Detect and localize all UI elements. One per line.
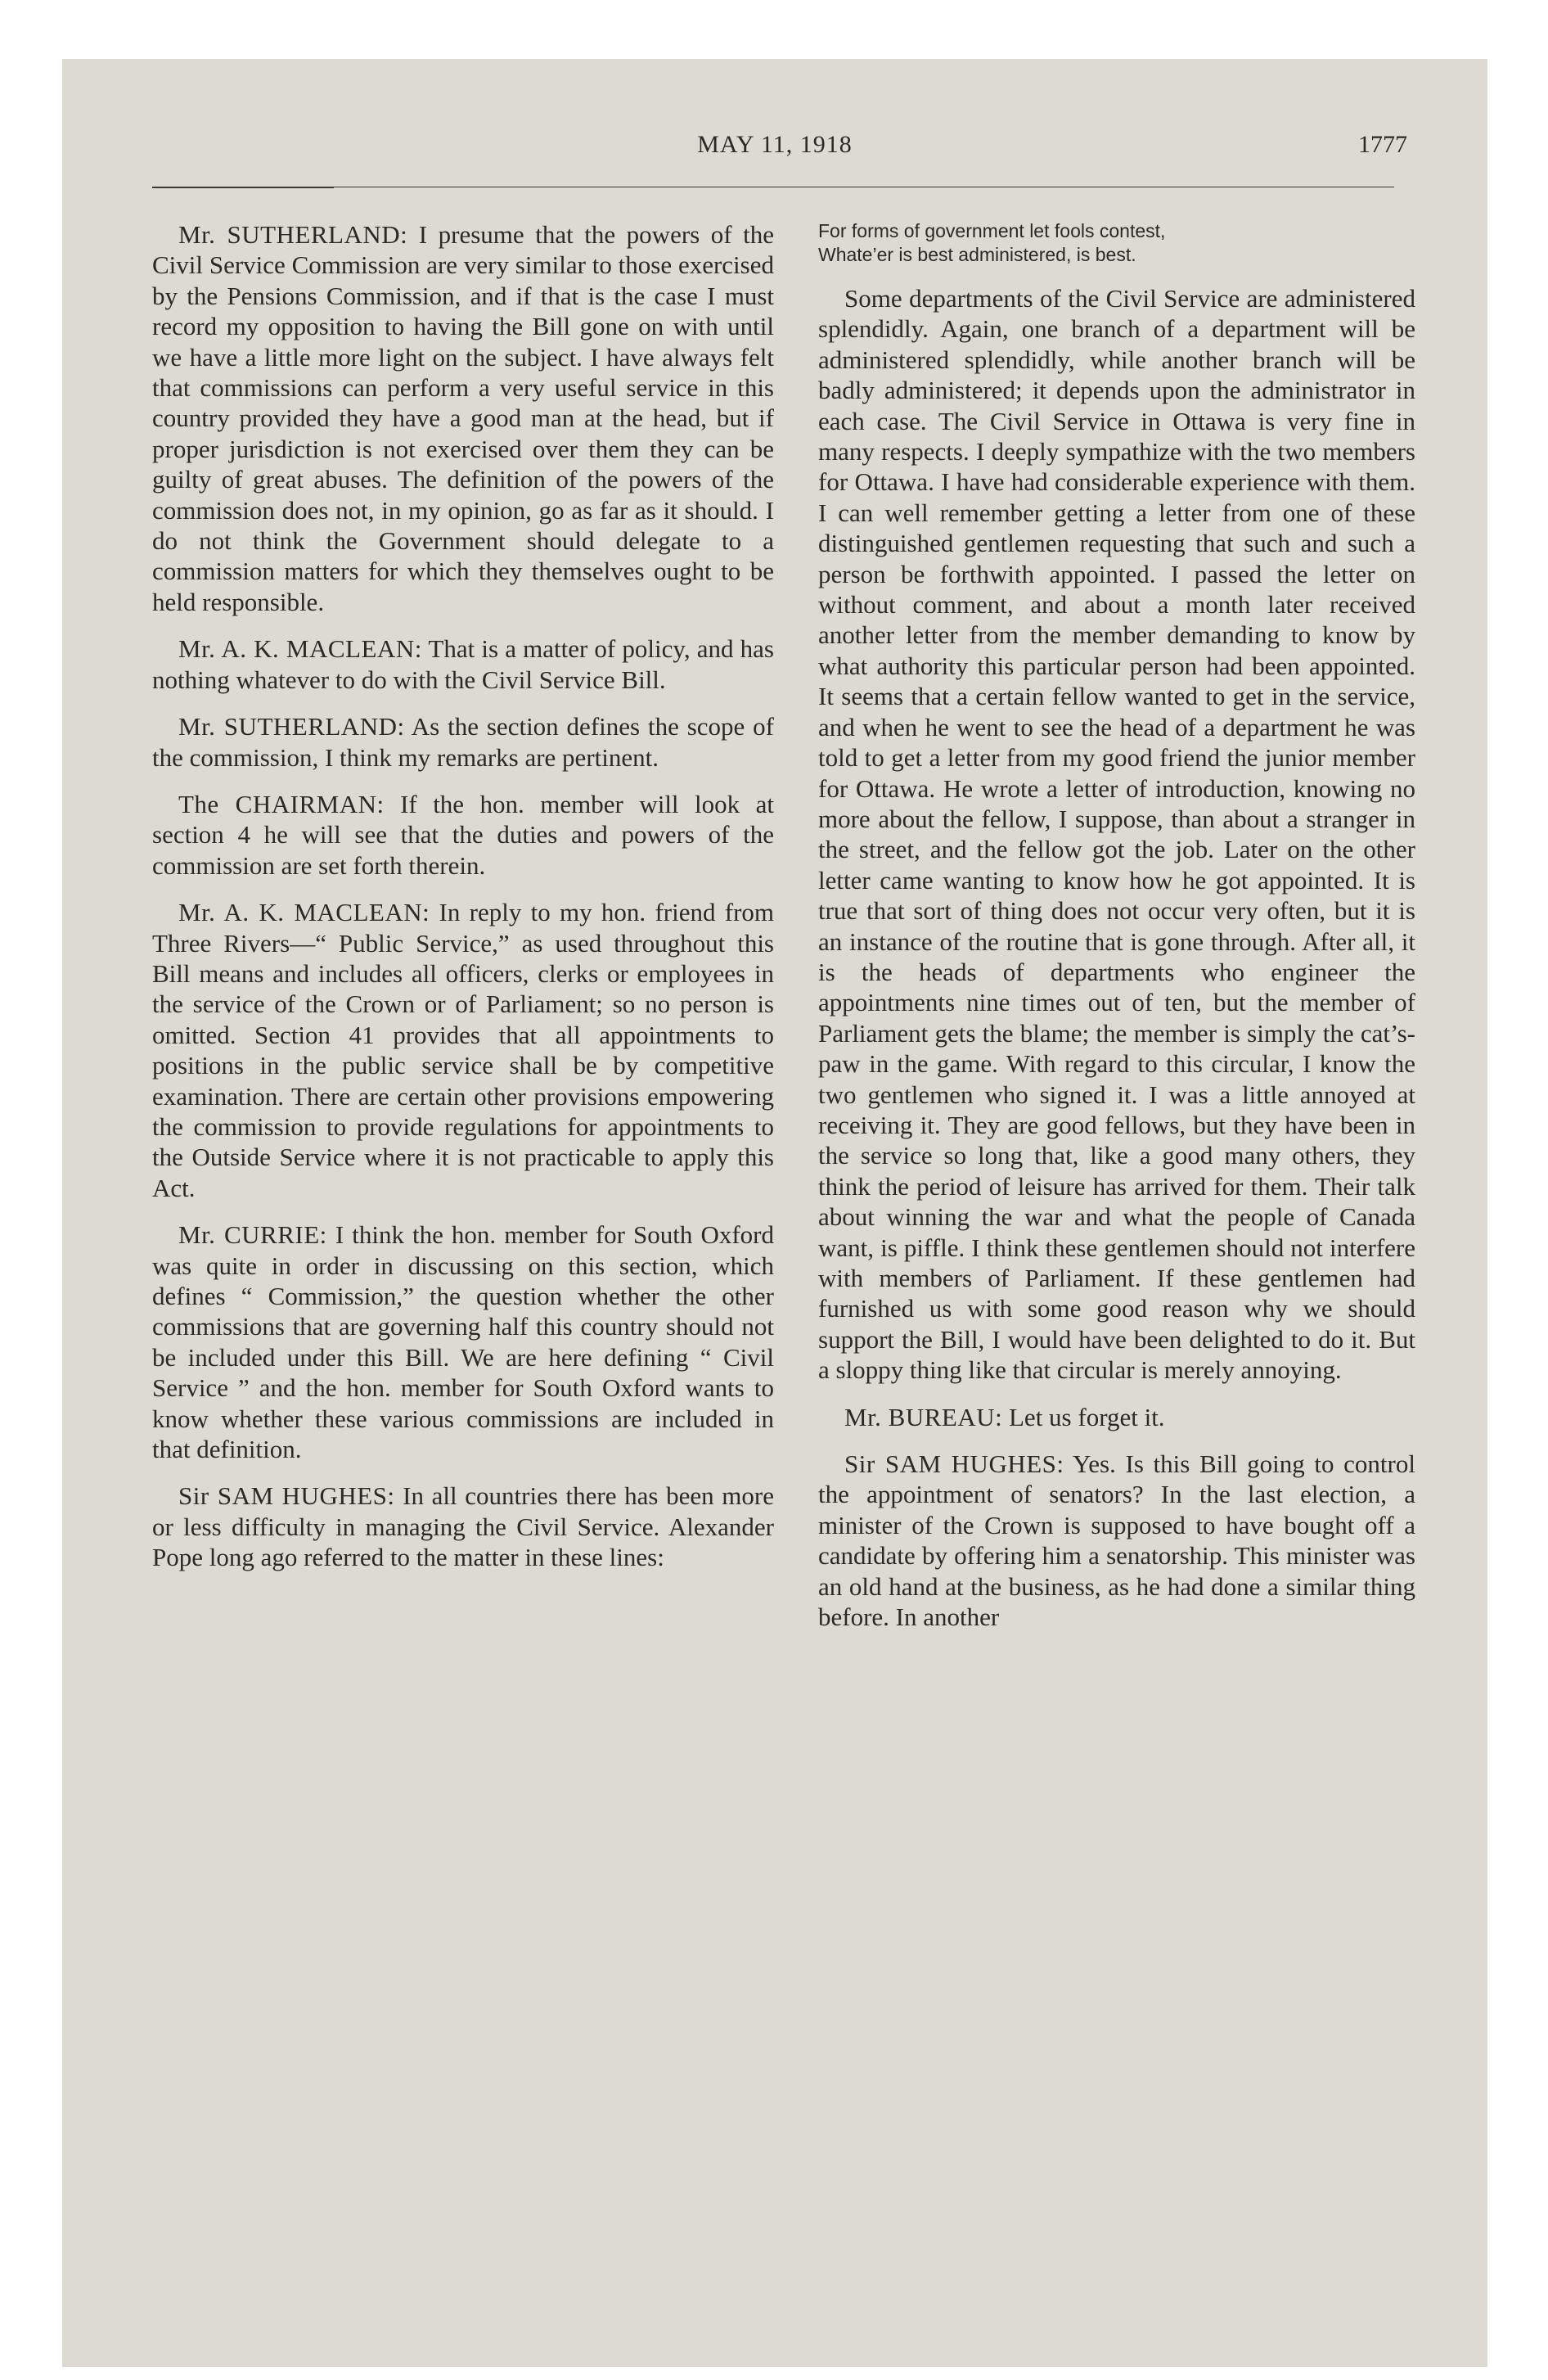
paragraph — [152, 789, 774, 881]
speaker-name: Mr. BUREAU: — [844, 1402, 1003, 1431]
speaker-name: Sir SAM HUGHES: — [844, 1449, 1064, 1479]
left-column — [152, 219, 774, 1589]
paragraph — [152, 219, 774, 617]
paragraph — [152, 633, 774, 695]
paragraph-text: Yes. Is this Bill going to control the appointment of senators? In the last election, a minister of the Crown is supposed to have bought off a candidate by offering him a senatorship. This minister was an old hand at the business, as he had done a similar thing before. In another — [818, 1449, 1415, 1632]
speaker-name: Mr. A. K. MACLEAN: — [178, 634, 422, 664]
speaker-name: The CHAIRMAN: — [178, 789, 385, 818]
paragraph-text: In all countries there has been more or less difficulty in managing the Civil Service. Alexander Pope long ago referred to the matter in these lines: — [152, 1481, 774, 1572]
right-column — [818, 219, 1415, 1648]
paragraph-text: Some departments of the Civil Service are administered splendidly. Again, one branch of a department will be administered splendidly, while another branch will be badly administered; it depends upon the administrator in each case. The Civil Service in Ottawa is very fine in many respects. I deeply sympathize with the two members for Ottawa. I have had considerable experience with them. I can well remember getting a letter from one of these distinguished gentlemen requesting that such and such a person be forthwith appointed. I passed the letter on without comment, and about a month later received another letter from the member demanding to know by what authority this particular person had been appointed. It seems that a certain fellow wanted to get in the service, and when he went to see the head of a department he was told to get a letter from my good friend the junior member for Ottawa. He wrote a letter of introduction, knowing no more about the fellow, I suppose, than about a stranger in the street, and the fellow got the job. Later on the other letter came wanting to know how he got appointed. It is true that sort of thing does not occur very often, but it is an instance of the routine that is gone through. After all, it is the heads of departments who engineer the appointments nine times out of ten, but the member of Parliament gets the blame; the member is simply the cat’s-paw in the game. With regard to this circular, I know the two gentlemen who signed it. I was a little annoyed at receiving it. They are good fellows, but they have been in the service so long that, like a good many others, they think the period of leisure has arrived for them. Their talk about winning the war and what the people of Canada want, is piffle. I think these gentlemen should not interfere with members of Parliament. If these gentlemen had furnished us with some good reason why we should support the Bill, I would have been delighted to do it. But a sloppy thing like that circular is merely annoying. — [818, 284, 1415, 1385]
paragraph — [152, 897, 774, 1203]
paragraph — [152, 1219, 774, 1464]
verse-quote — [818, 219, 1415, 267]
page-number: 1777 — [1358, 131, 1407, 158]
speaker-name: Mr. CURRIE: — [178, 1220, 327, 1250]
paragraph-text: As the section defines the scope of the commission, I think my remarks are pertinent. — [152, 712, 775, 772]
paragraph — [818, 1449, 1415, 1632]
paragraph-text: That is a matter of policy, and has nothing whatever to do with the Civil Service Bill. — [152, 634, 774, 694]
paragraph-text: In reply to my hon. friend from Three Rivers—“ Public Service,” as used throughout this Bill means and includes all officers, clerks or employees in the service of the Crown or of Parliament; so no person is omitted. Section 41 provides that all appointments to positions in the public service shall be by competitive examination. There are certain other provisions empowering the commission to provide regulations for appointments to the Outside Service where it is not practicable to apply this Act. — [152, 898, 775, 1202]
quote-line: For forms of government let fools contest, — [818, 220, 1166, 241]
header-rule-short — [152, 187, 334, 188]
page-header — [62, 123, 1487, 164]
paragraph-text: I presume that the powers of the Civil Service Commission are very similar to those exercised by the Pensions Commission, and if that is the case I must record my opposition to having the Bill gone on with until we have a little more light on the subject. I have always felt that commissions can perform a very useful service in this country provided they have a good man at the head, but if proper jurisdiction is not exercised over them they can be guilty of great abuses. The definition of the powers of the commission does not, in my opinion, go as far as it should. I do not think the Government should delegate to a commission matters for which they themselves ought to be held responsible. — [152, 220, 774, 616]
quote-line: Whate’er is best administered, is best. — [818, 244, 1136, 265]
header-date: MAY 11, 1918 — [697, 131, 853, 158]
paragraph — [152, 711, 774, 773]
paragraph-text: If the hon. member will look at section 4 he will see that the duties and powers of the commission are set forth therein. — [152, 789, 774, 880]
paragraph — [818, 283, 1415, 1386]
speaker-name: Mr. SUTHERLAND: — [178, 712, 405, 741]
paragraph-text: Let us forget it. — [1009, 1402, 1165, 1431]
speaker-name: Mr. A. K. MACLEAN: — [178, 898, 430, 927]
paragraph — [818, 1402, 1415, 1432]
paragraph — [152, 1481, 774, 1572]
paragraph-text: I think the hon. member for South Oxford was quite in order in discussing on this section, which defines “ Commission,” the question whether the other commissions that are governing half this country should not be included under this Bill. We are here defining “ Civil Service ” and the hon. member for South Oxford wants to know whether these various commissions are included in that definition. — [152, 1220, 775, 1464]
speaker-name: Sir SAM HUGHES: — [178, 1481, 395, 1511]
speaker-name: Mr. SUTHERLAND: — [178, 220, 408, 249]
